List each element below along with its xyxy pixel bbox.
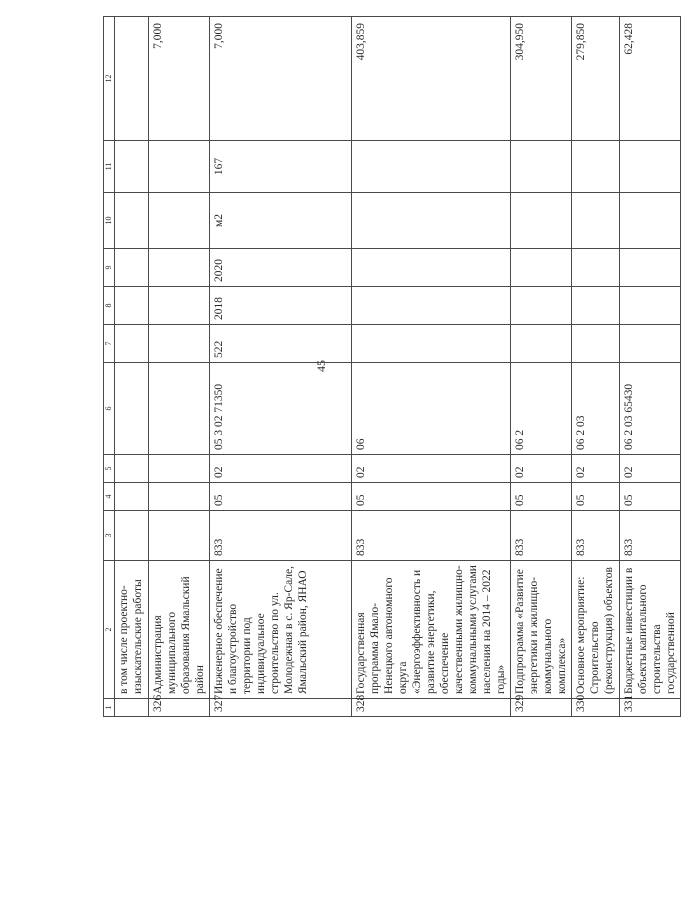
cell-c8: 2018 [210,287,352,325]
table-row [210,17,352,717]
budget-table [103,16,681,717]
budget-table-container [103,17,677,717]
cell-c7: 522 [210,325,352,363]
cell-c6 [115,363,149,455]
cell-c8 [511,287,572,325]
cell-c9 [511,249,572,287]
cell-c5: 02 [511,455,572,483]
table-row [572,17,620,717]
cell-c5: 02 [210,455,352,483]
cell-c3: 833 [210,511,352,561]
cell-name: в том числе проектно-изыскательские работы [115,561,149,699]
cell-c5: 02 [620,455,681,483]
cell-c9 [149,249,210,287]
cell-c12: 403,859 [352,17,511,141]
cell-c11 [115,141,149,193]
cell-c8 [620,287,681,325]
header-cell-9: 9 [104,249,115,287]
cell-c8 [572,287,620,325]
cell-c7 [352,325,511,363]
cell-c10 [352,193,511,249]
cell-c11 [511,141,572,193]
page-number: 45 [314,360,328,372]
cell-c7 [149,325,210,363]
cell-c4 [115,483,149,511]
header-cell-12: 12 [104,17,115,141]
table-row [352,17,511,717]
cell-c3: 833 [620,511,681,561]
cell-c12: 7,000 [210,17,352,141]
cell-c10 [620,193,681,249]
cell-c7 [572,325,620,363]
cell-c4: 05 [352,483,511,511]
table-row [149,17,210,717]
cell-c9 [620,249,681,287]
cell-c10 [115,193,149,249]
cell-c5 [149,455,210,483]
cell-c12: 279,850 [572,17,620,141]
cell-c3: 833 [352,511,511,561]
cell-c5: 02 [572,455,620,483]
table-row [511,17,572,717]
cell-c9: 2020 [210,249,352,287]
header-cell-5: 5 [104,455,115,483]
cell-c9 [572,249,620,287]
cell-c11 [149,141,210,193]
cell-c6: 06 2 03 65430 [620,363,681,455]
table-row [620,17,681,717]
cell-c6: 05 3 02 71350 [210,363,352,455]
cell-c6: 06 2 [511,363,572,455]
cell-c6: 06 2 03 [572,363,620,455]
cell-name: Администрация муниципального образования Ямальский район [149,561,210,699]
cell-num: 328 [352,699,511,717]
cell-c5: 02 [352,455,511,483]
cell-c10 [572,193,620,249]
cell-name: Инженерное обеспечение и благоустройство территории под индивидуальное строительство по ул. Молодежная в с. Яр-Сале, Ямальский район, ЯНАО [210,561,352,699]
header-row [104,17,115,717]
cell-c4: 05 [210,483,352,511]
cell-name: Государственная программа Ямало-Ненецкого автономного округа «Энергоэффективность и развитие энергетики, обеспечение качественными жилищно-коммунальными услугами населения на 2014 – 2022 годы» [352,561,511,699]
cell-c8 [352,287,511,325]
cell-num: 330 [572,699,620,717]
cell-c7 [620,325,681,363]
header-cell-1: 1 [104,699,115,717]
cell-c12: 7,000 [149,17,210,141]
cell-name: Бюджетные инвестиции в объекты капитального строительства государственной [620,561,681,699]
cell-c6: 06 [352,363,511,455]
cell-name: Подпрограмма «Развитие энергетики и жилищно-коммунального комплекса» [511,561,572,699]
cell-c11: 167 [210,141,352,193]
cell-num: 331 [620,699,681,717]
cell-c3 [149,511,210,561]
header-cell-11: 11 [104,141,115,193]
cell-c4: 05 [511,483,572,511]
header-cell-6: 6 [104,363,115,455]
cell-num: 326 [149,699,210,717]
cell-c11 [352,141,511,193]
cell-num: 329 [511,699,572,717]
cell-num: 327 [210,699,352,717]
cell-c10: м2 [210,193,352,249]
cell-c12: 62,428 [620,17,681,141]
cell-c6 [149,363,210,455]
cell-c10 [511,193,572,249]
cell-c4 [149,483,210,511]
cell-c11 [620,141,681,193]
header-cell-7: 7 [104,325,115,363]
cell-c3: 833 [572,511,620,561]
cell-c3: 833 [511,511,572,561]
cell-name: Основное мероприятие: Строительство (реконструкция) объектов [572,561,620,699]
cell-c9 [352,249,511,287]
cell-c8 [115,287,149,325]
cell-c3 [115,511,149,561]
table-row [115,17,149,717]
cell-c4: 05 [572,483,620,511]
cell-c4: 05 [620,483,681,511]
cell-c10 [149,193,210,249]
header-cell-4: 4 [104,483,115,511]
cell-num [115,699,149,717]
header-cell-10: 10 [104,193,115,249]
cell-c12: 304,950 [511,17,572,141]
header-cell-2: 2 [104,561,115,699]
header-cell-3: 3 [104,511,115,561]
header-cell-8: 8 [104,287,115,325]
cell-c7 [511,325,572,363]
cell-c9 [115,249,149,287]
cell-c12 [115,17,149,141]
cell-c11 [572,141,620,193]
cell-c8 [149,287,210,325]
cell-c5 [115,455,149,483]
cell-c7 [115,325,149,363]
